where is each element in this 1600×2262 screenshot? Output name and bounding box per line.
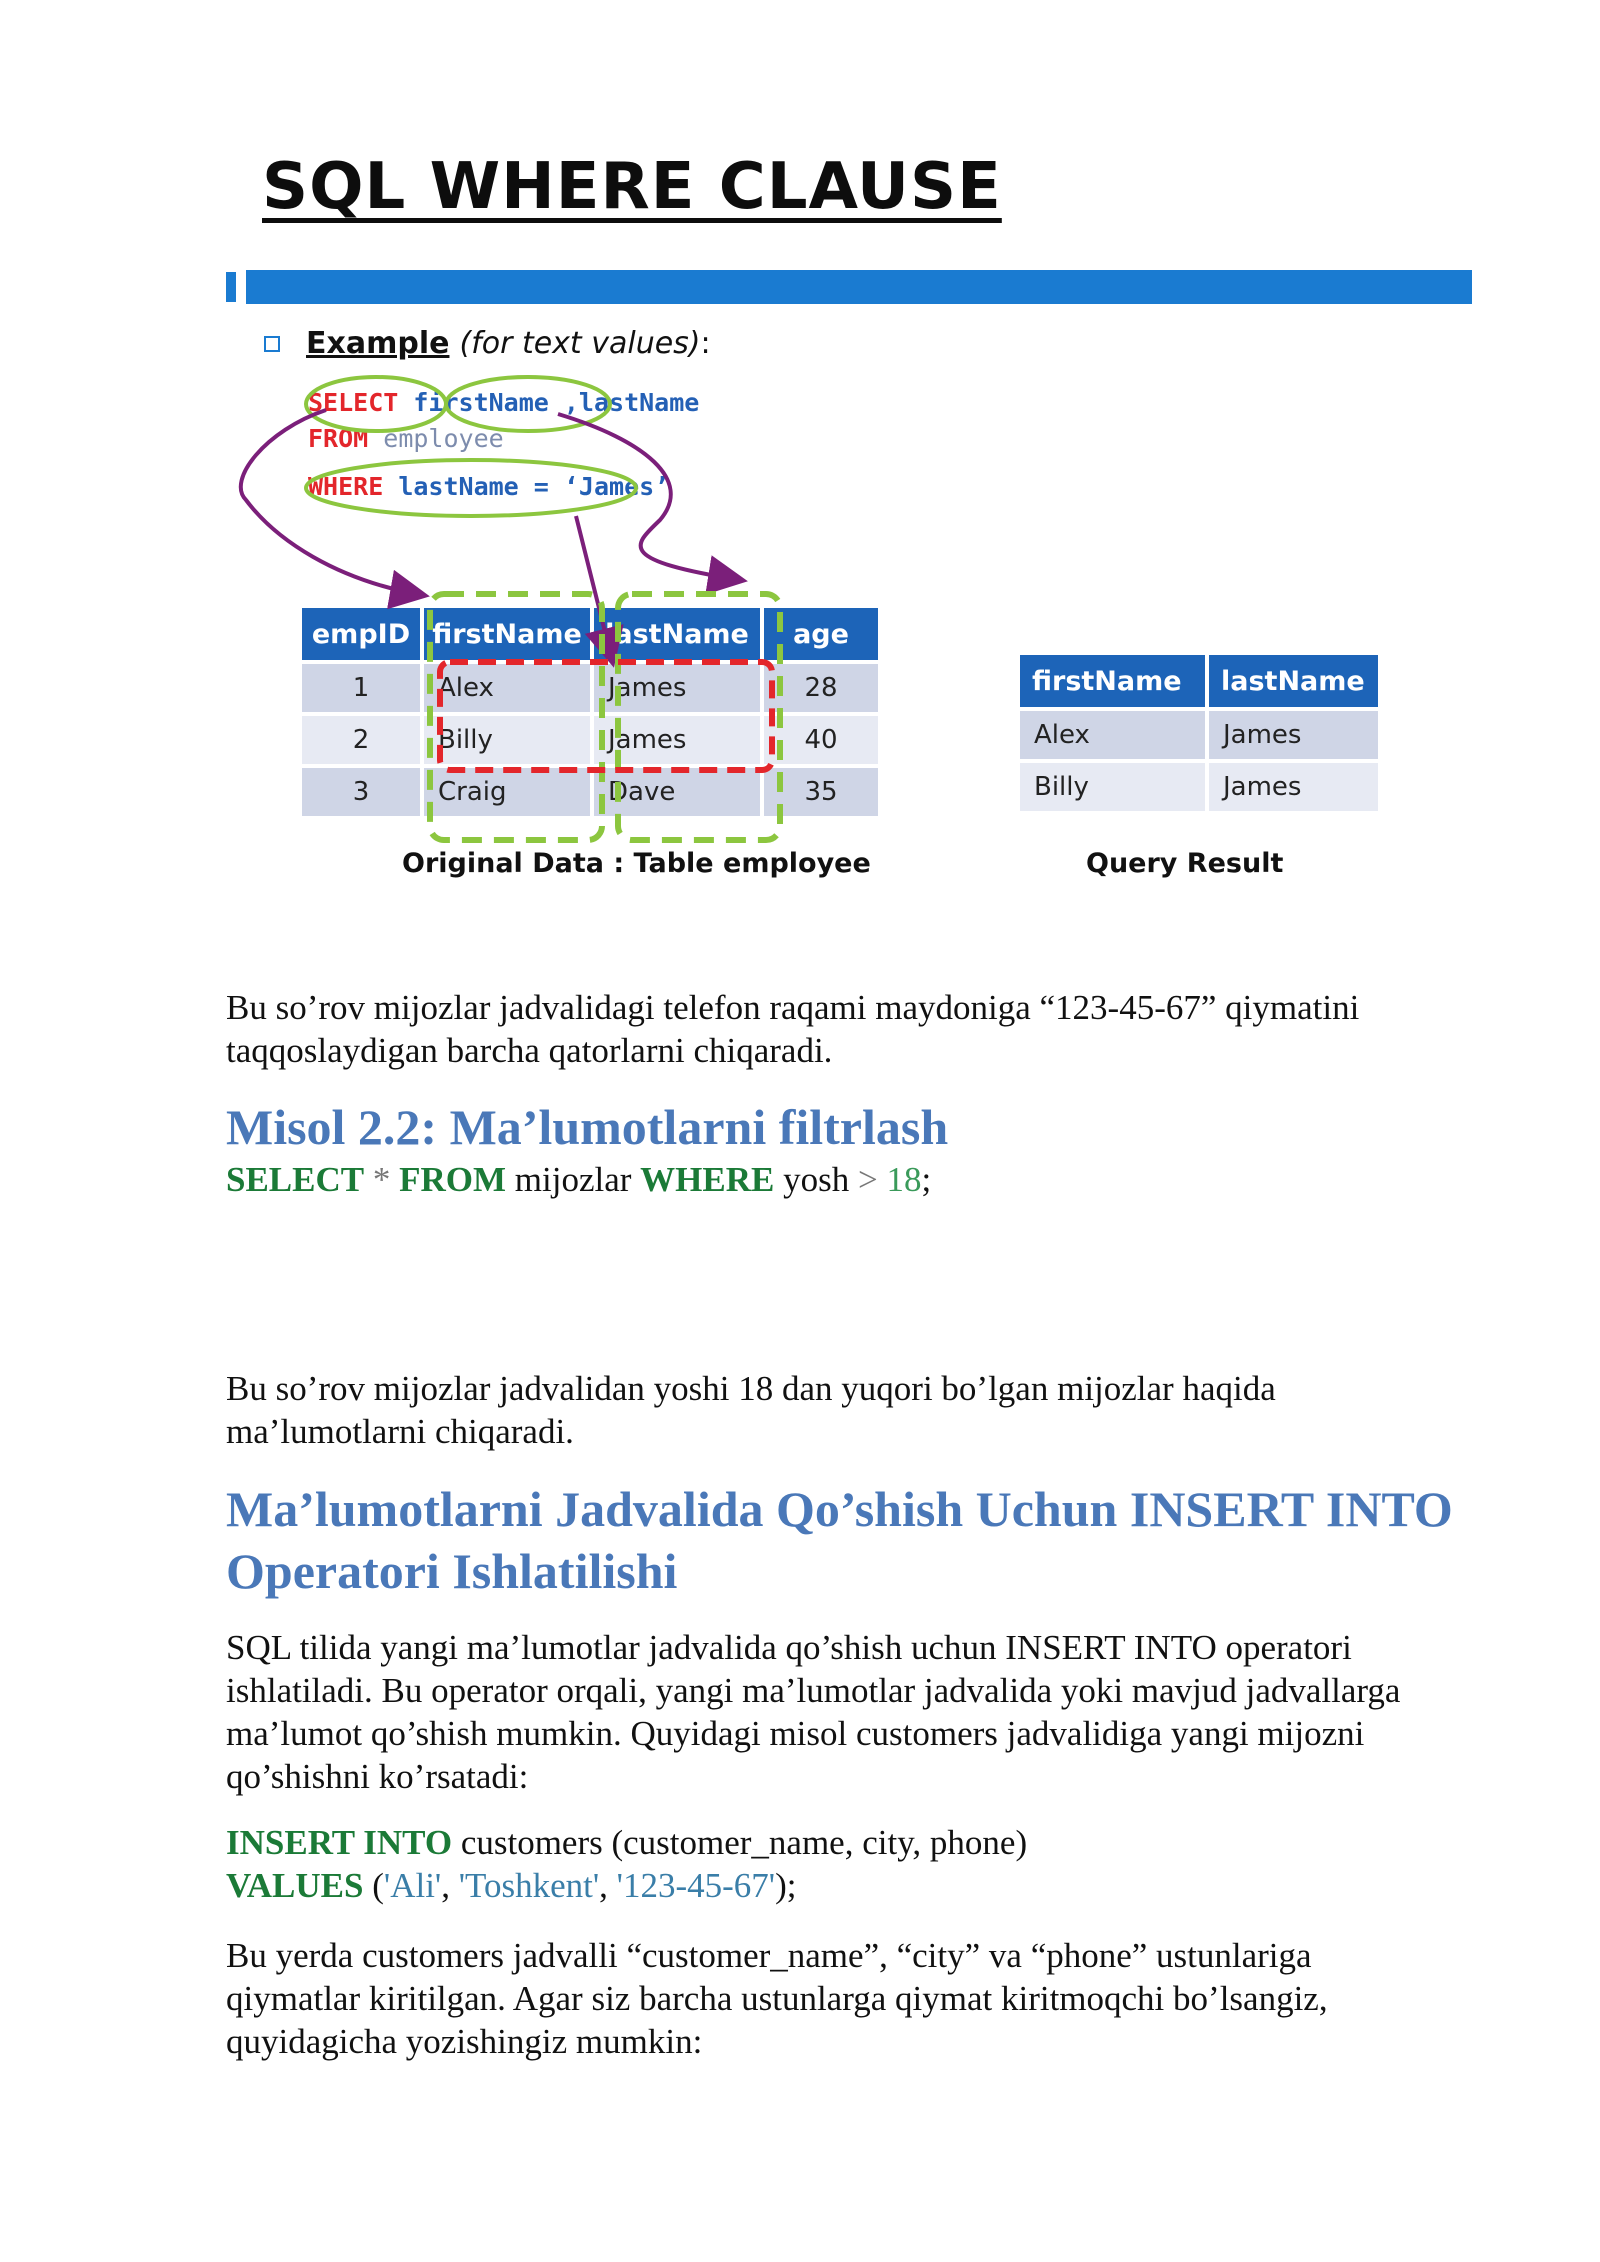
table-cell: James [1209, 763, 1378, 811]
code-string: 'Toshkent' [458, 1866, 600, 1905]
table-cell: 1 [302, 664, 420, 712]
column-header: age [764, 608, 878, 660]
table-cell: Billy [1020, 763, 1205, 811]
select-columns: firstName ,lastName [398, 388, 700, 417]
where-condition: lastName = ‘James’ [383, 472, 670, 501]
lastname-column-highlight [618, 594, 780, 840]
firstname-column-highlight [430, 594, 602, 840]
paragraph-3: SQL tilida yangi ma’lumotlar jadvalida qo’shish uchun INSERT INTO operatori ishlatiladi. Bu operator orqali, yangi ma’lumotlar jadvalida yoki mavjud jadvallarga ma’lumot qo’shish mumkin. Quyidagi misol customers jadvalidiga yangi mijozni qo’shishni ko’rsatadi: [226, 1628, 1401, 1796]
column-header: firstName [1020, 655, 1205, 707]
code-paren-open: ( [363, 1866, 384, 1905]
keyword-from: FROM [308, 424, 369, 453]
keyword-where: WHERE [640, 1160, 775, 1199]
code-insert-line [226, 1821, 1027, 1864]
sql-where-clause-figure [226, 120, 1486, 910]
paragraph-1: Bu so’rov mijozlar jadvalidagi telefon raqami maydoniga “123-45-67” qiymatini taqqoslaydigan barcha qatorlarni chiqaradi. [226, 988, 1360, 1070]
keyword-select: SELECT [308, 388, 399, 417]
table-cell: Alex [1020, 711, 1205, 759]
keyword-from: FROM [399, 1160, 507, 1199]
code-number: 18 [877, 1160, 922, 1199]
firstname-highlight-ellipse [306, 377, 446, 431]
table-cell: 2 [302, 716, 420, 764]
code-table-name: mijozlar [506, 1160, 641, 1199]
code-separator: , [599, 1866, 617, 1905]
code-string: 'Ali' [383, 1866, 442, 1905]
from-table: employee [368, 424, 504, 453]
code-semicolon: ; [921, 1160, 932, 1199]
code-paren-close: ); [775, 1866, 797, 1905]
query-result-caption: Query Result [1086, 848, 1284, 879]
original-data-caption: Original Data : Table employee [402, 848, 871, 879]
keyword-where: WHERE [308, 472, 384, 501]
code-select-example [226, 1158, 931, 1201]
code-insert-target: customers (customer_name, city, phone) [452, 1823, 1028, 1862]
bullet-strong-text: Example [306, 326, 450, 361]
table-cell: Billy [424, 716, 590, 764]
column-header: empID [302, 608, 420, 660]
table-cell: 40 [764, 716, 878, 764]
paragraph-4: Bu yerda customers jadvalli “customer_name”, “city” va “phone” ustunlariga qiymatlar kiritilgan. Agar siz barcha ustunlarga qiymat kiritmoqchi bo’lsangiz, quyidagicha yozishingiz mumkin: [226, 1936, 1328, 2061]
table-cell: James [594, 664, 760, 712]
keyword-insert-into: INSERT INTO [226, 1823, 453, 1862]
table-cell: 28 [764, 664, 878, 712]
bullet-colon: : [700, 326, 711, 361]
bullet-em-text: (for text values) [459, 326, 701, 361]
code-values-line [226, 1864, 797, 1907]
table-cell: Alex [424, 664, 590, 712]
matching-rows-highlight [440, 662, 772, 770]
code-column: yosh [774, 1160, 858, 1199]
column-header: firstName [424, 608, 590, 660]
table-cell: James [1209, 711, 1378, 759]
table-cell: Craig [424, 768, 590, 816]
table-cell: Dave [594, 768, 760, 816]
table-cell: 3 [302, 768, 420, 816]
column-header: lastName [594, 608, 760, 660]
code-string: '123-45-67' [616, 1866, 776, 1905]
heading-insert-into: Ma’lumotlarni Jadvalida Qo’shish Uchun INSERT INTO Operatori Ishlatilishi [226, 1481, 1453, 1599]
code-star: * [364, 1160, 400, 1199]
keyword-select: SELECT [226, 1160, 365, 1199]
column-header: lastName [1209, 655, 1378, 707]
code-separator: , [441, 1866, 459, 1905]
code-operator: > [858, 1160, 878, 1199]
table-cell: 35 [764, 768, 878, 816]
figure-title: SQL WHERE CLAUSE [262, 150, 1002, 224]
table-cell: James [594, 716, 760, 764]
keyword-values: VALUES [226, 1866, 364, 1905]
highlight-overlay [226, 120, 1486, 910]
arrow-where-icon [576, 516, 612, 660]
where-condition-ellipse [306, 460, 636, 516]
heading-example-2-2: Misol 2.2: Ma’lumotlarni filtrlash [226, 1099, 949, 1155]
paragraph-2: Bu so’rov mijozlar jadvalidan yoshi 18 dan yuqori bo’lgan mijozlar haqida ma’lumotlarni chiqaradi. [226, 1369, 1276, 1451]
